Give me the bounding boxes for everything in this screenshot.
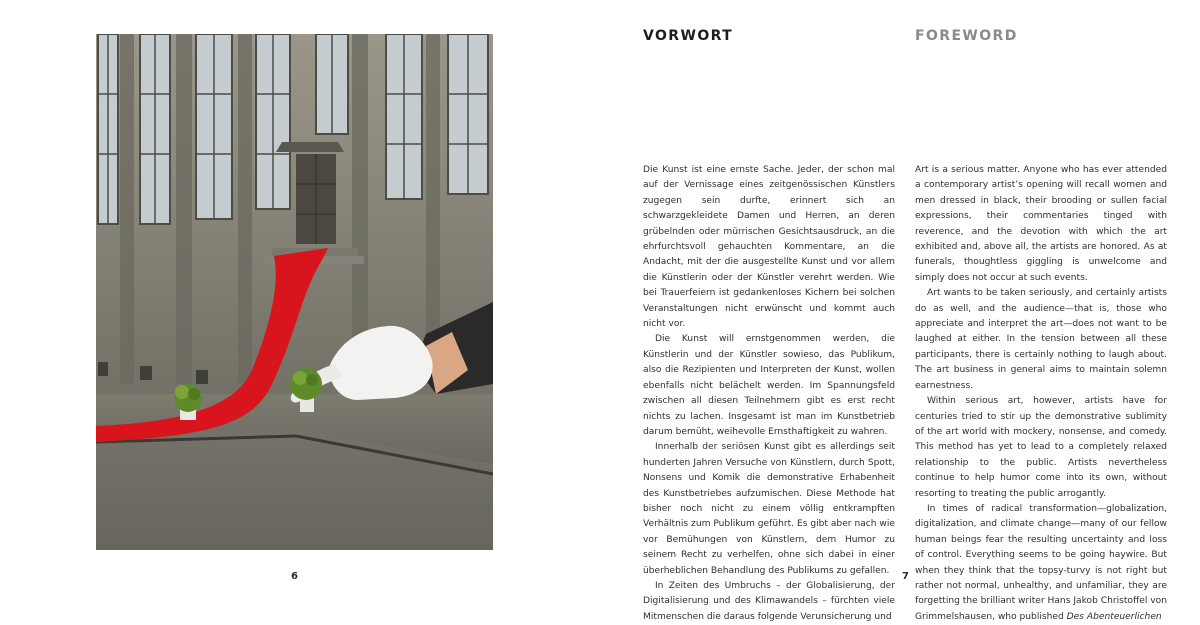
paragraph: Within serious art, however, artists have for centuries tried to stir up the demonstrative sublimity of the art world with mockery, nonsense, and comedy. This method has yet to lead to a completely relaxed relationship to the public. Artists nevertheless continue to help humor come into its own, without resorting to treating the public arrogantly. <box>915 396 1167 499</box>
paragraph: Innerhalb der seriösen Kunst gibt es allerdings seit hunderten Jahren Versuche von Künstlern, durch Spott, Nonsens und Komik die demonstrative Erhabenheit des Kunstbetriebes aufzumischen. Diese Methode hat bisher noch nicht zu einem völlig entkrampften Verhältnis zum Publikum geführt. Es gibt aber nach wie vor Bemühungen von Künstlern, dem Humor zu seinem Recht zu verhelfen, ohne sich dabei in einer überheblichen Behandlung des Publikums zu gefallen. <box>643 442 895 576</box>
paragraph: Die Kunst will ernstgenommen werden, die Künstlerin und der Künstler sowieso, das Publikum, also die Rezipienten und Interpreten der Kunst, wollen ebenfalls nicht belächelt werden. Im Spannungsfeld zwischen all diesen Teilnehmern gibt es erst recht nichts zu lachen. Insgesamt ist man im Kunstbetrieb darum bemüht, weihevolle Ernsthaftigkeit zu wahren. <box>643 334 895 437</box>
english-heading: FOREWORD <box>915 28 1018 44</box>
paragraph: In Zeiten des Umbruchs – der Globalisierung, der Digitalisierung und des Klimawandels – fürchten viele Mitmenschen die daraus folgende Verunsicherung und <box>643 580 895 622</box>
paragraph <box>915 502 1167 625</box>
german-column <box>643 163 895 625</box>
book-title: Des Abenteuerlichen <box>1066 611 1162 622</box>
paragraph: Art is a serious matter. Anyone who has ever attended a contemporary artist’s opening will recall women and men dressed in black, their brooding or sullen facial expressions, their commentaries tinged with reverence, and the devotion with which the art exhibited and, above all, the artists are honored. As at funerals, thoughtless giggling is unwelcome and simply does not occur at such events. <box>915 165 1167 283</box>
plant <box>290 368 322 400</box>
paragraph: Art wants to be taken seriously, and certainly artists do as well, and the audience—that is, those who appreciate and interpret the art—does not want to be laughed at either. In the tension between all these participants, there is certainly nothing to laugh about. The art business in general aims to maintain solemn earnestness. <box>915 288 1167 391</box>
page-number: 7 <box>902 571 909 582</box>
page-number: 6 <box>291 571 298 582</box>
cover-photo <box>96 34 493 550</box>
door-canopy <box>276 142 344 152</box>
paragraph: Die Kunst ist eine ernste Sache. Jeder, der schon mal auf der Vernissage eines zeitgenössischen Künstlers zugegen sein durfte, erinnert sich an schwarzgekleidete Damen und Herren, an deren grübelnden oder mürrischen Gesichtsausdruck, an die ehrfurchtsvoll gehauchten Kommentare, an die Andacht, mit der die ausgestellte Kunst und vor allem die Künstlerin oder der Künstler verehrt werden. Wie bei Trauerfeiern ist gedankenloses Kichern bei solchen Veranstaltungen nicht erwünscht und kommt auch nicht vor. <box>643 165 895 330</box>
english-column <box>915 163 1167 625</box>
german-heading: VORWORT <box>643 28 734 44</box>
paragraph-text: In times of radical transformation—globalization, digitalization, and climate change—many of our fellow human beings fear the resulting uncertainty and loss of control. Everything seems to be going haywire. But when they think that the topsy-turvy is not right but rather not normal, unhealthy, and unfamiliar, they are forgetting the brilliant writer Hans Jakob Christoffel von Grimmelshausen, who published <box>915 503 1167 622</box>
photo-illustration <box>96 34 493 550</box>
